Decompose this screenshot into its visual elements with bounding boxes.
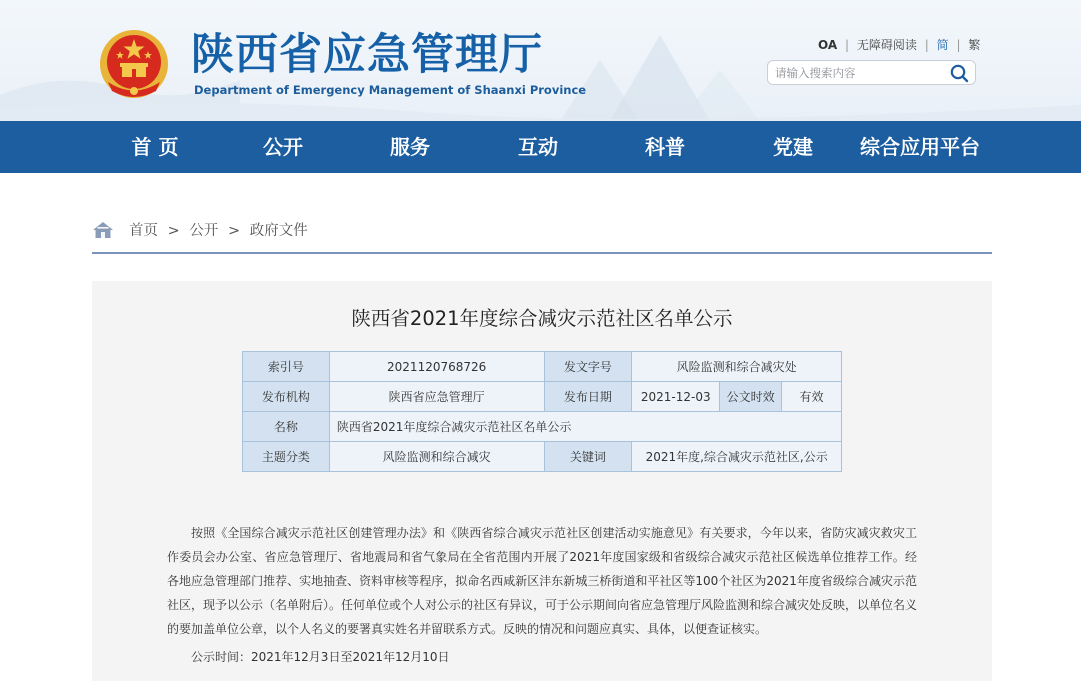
nav-item-science[interactable]: 科普 xyxy=(645,135,685,159)
nav-item-platform[interactable]: 综合应用平台 xyxy=(860,135,980,159)
nav-item-party[interactable]: 党建 xyxy=(773,135,813,159)
main-navigation xyxy=(0,121,1081,173)
keywords-label: 关键词 xyxy=(544,442,632,472)
national-emblem-icon xyxy=(98,27,170,101)
index-label: 索引号 xyxy=(243,352,330,382)
article-title: 陕西省2021年度综合减灾示范社区名单公示 xyxy=(351,307,733,330)
publish-date-value: 2021-12-03 xyxy=(632,382,720,412)
search-input[interactable] xyxy=(775,64,945,82)
traditional-chinese-link[interactable]: 繁 xyxy=(968,38,981,52)
breadcrumb-public[interactable]: 公开 xyxy=(189,223,219,239)
accessibility-link[interactable]: 无障碍阅读 xyxy=(856,38,917,52)
nav-item-service[interactable]: 服务 xyxy=(390,135,430,159)
top-links xyxy=(818,36,980,53)
separator: | xyxy=(956,38,961,52)
nav-item-home[interactable]: 首 页 xyxy=(131,135,179,159)
article-body xyxy=(167,521,917,669)
breadcrumb-gov-docs[interactable]: 政府文件 xyxy=(249,223,308,239)
nav-item-interaction[interactable]: 互动 xyxy=(518,135,558,159)
validity-value: 有效 xyxy=(782,382,842,412)
site-subtitle: Department of Emergency Management of Shaanxi Province xyxy=(194,83,587,97)
home-icon[interactable] xyxy=(92,221,114,239)
breadcrumb-separator: > xyxy=(167,223,180,239)
doc-number-label: 发文字号 xyxy=(544,352,632,382)
breadcrumb-home[interactable]: 首页 xyxy=(129,223,158,239)
table-row xyxy=(243,382,842,412)
doc-number-value: 风险监测和综合减灾处 xyxy=(632,352,842,382)
topic-value: 风险监测和综合减灾 xyxy=(329,442,544,472)
separator: | xyxy=(924,38,929,52)
site-header xyxy=(0,0,1081,121)
separator: | xyxy=(845,38,850,52)
breadcrumb-divider xyxy=(92,252,992,254)
search-box xyxy=(767,60,976,85)
table-row xyxy=(243,442,842,472)
index-value: 2021120768726 xyxy=(329,352,544,382)
notice-period: 公示时间：2021年12月3日至2021年12月10日 xyxy=(191,650,450,664)
breadcrumb-separator: > xyxy=(227,223,241,239)
publisher-label: 发布机构 xyxy=(243,382,330,412)
table-row xyxy=(243,412,842,442)
keywords-value: 2021年度,综合减灾示范社区,公示 xyxy=(632,442,842,472)
name-value: 陕西省2021年度综合减灾示范社区名单公示 xyxy=(329,412,841,442)
validity-label: 公文时效 xyxy=(720,382,782,412)
body-paragraph: 按照《全国综合减灾示范社区创建管理办法》和《陕西省综合减灾示范社区创建活动实施意见》有关要求，今年以来，省防灾减灾救灾工作委员会办公室、省应急管理厅、省地震局和省气象局在全省范围内开展了2021年度国家级和省级综合减灾示范社区候选单位推荐工作。经各地应急管理部门推荐、实地抽查、资料审核等程序，拟命名西咸新区沣东新城三桥街道和平社区等100个社区为2021年度省级综合减灾示范社区，现予以公示（名单附后）。任何单位或个人对公示的社区有异议，可于公示期间向省应急管理厅风险监测和综合减灾处反映，以单位名义的要加盖单位公章，以个人名义的要署真实姓名并留联系方式。反映的情况和问题应真实、具体，以便查证核实。 xyxy=(167,526,918,636)
nav-item-public[interactable]: 公开 xyxy=(263,135,303,159)
oa-link[interactable]: OA xyxy=(818,38,838,52)
topic-label: 主题分类 xyxy=(243,442,330,472)
article-panel xyxy=(92,281,992,681)
table-row xyxy=(243,352,842,382)
site-title: 陕西省应急管理厅 xyxy=(191,30,543,80)
simplified-chinese-link[interactable]: 简 xyxy=(936,38,949,52)
document-meta-table xyxy=(242,351,842,472)
publish-date-label: 发布日期 xyxy=(544,382,632,412)
publisher-value: 陕西省应急管理厅 xyxy=(329,382,544,412)
search-icon[interactable] xyxy=(949,63,969,83)
name-label: 名称 xyxy=(243,412,330,442)
